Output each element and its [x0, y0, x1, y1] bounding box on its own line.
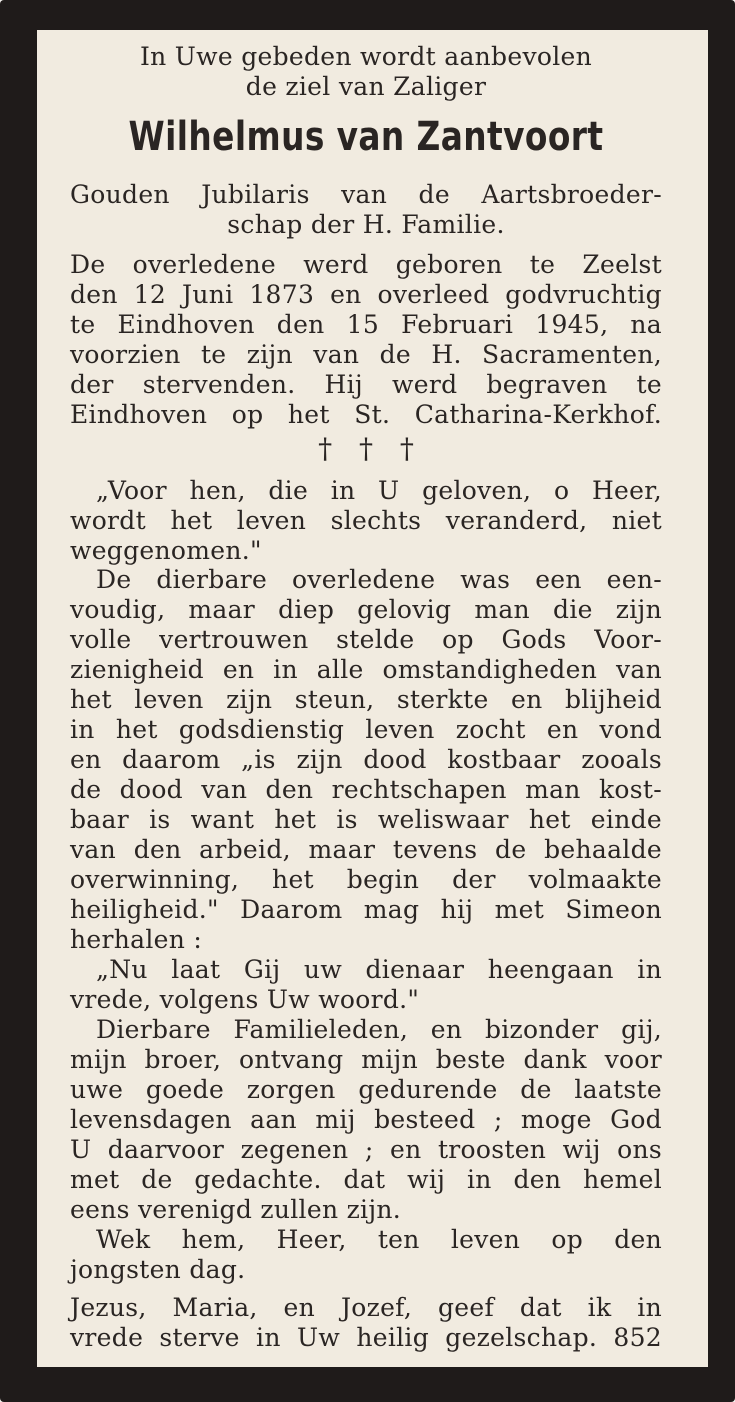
thanks-line: U daarvoor zegenen ; en troosten wij ons	[70, 1135, 662, 1164]
reflection-line: De dierbare overledene was een een-	[96, 565, 662, 594]
reflection-line: en daarom „is zijn dood kostbaar zooals	[70, 745, 662, 774]
reflection-line: heiligheid." Daarom mag hij met Simeon	[70, 895, 662, 924]
quote-line: „Voor hen, die in U geloven, o Heer,	[96, 476, 662, 505]
reflection-line: zienigheid en in alle omstandigheden van	[70, 655, 662, 684]
thanks-line: met de gedachte. dat wij in den hemel	[70, 1165, 662, 1194]
biography-line: te Eindhoven den 15 Februari 1945, na	[70, 310, 662, 339]
biography-line: den 12 Juni 1873 en overleed godvruchtig	[70, 280, 662, 309]
quote-line: weggenomen."	[70, 536, 262, 565]
intro-line: In Uwe gebeden wordt aanbevolen	[139, 42, 593, 71]
prayer-line: Jezus, Maria, en Jozef, geef dat ik in	[70, 1293, 662, 1322]
quote-line: vrede, volgens Uw woord."	[70, 985, 420, 1014]
biography-line: De overledene werd geboren te Zeelst	[70, 250, 662, 279]
reflection-line: overwinning, het begin der volmaakte	[70, 865, 662, 894]
prayer-line: jongsten dag.	[70, 1255, 246, 1284]
intro-line: de ziel van Zaliger	[245, 72, 487, 101]
reflection-line: baar is want het is weliswaar het einde	[70, 805, 662, 834]
three-crosses: † † †	[318, 432, 414, 465]
prayer-line: vrede sterve in Uw heilig gezelschap. 852	[70, 1323, 662, 1352]
deceased-name: Wilhelmus van Zantvoort	[128, 114, 604, 160]
quote-line: „Nu laat Gij uw dienaar heengaan in	[96, 955, 662, 984]
reflection-line: de dood van den rechtschapen man kost-	[70, 775, 662, 804]
reflection-line: volle vertrouwen stelde op Gods Voor-	[70, 625, 662, 654]
jubilee-line: schap der H. Familie.	[227, 210, 505, 239]
thanks-line: uwe goede zorgen gedurende de laatste	[70, 1075, 662, 1104]
reflection-line: herhalen :	[70, 925, 203, 954]
thanks-line: levensdagen aan mij besteed ; moge God	[70, 1105, 662, 1134]
reflection-line: het leven zijn steun, sterkte en blijheid	[70, 685, 662, 714]
quote-line: wordt het leven slechts veranderd, niet	[70, 506, 662, 535]
thanks-line: mijn broer, ontvang mijn beste dank voor	[70, 1045, 662, 1074]
thanks-line: Dierbare Familieleden, en bizonder gij,	[96, 1015, 662, 1044]
reflection-line: voudig, maar diep gelovig man die zijn	[70, 595, 662, 624]
biography-line: voorzien te zijn van de H. Sacramenten,	[70, 340, 662, 369]
jubilee-line: Gouden Jubilaris van de Aartsbroeder-	[70, 180, 662, 209]
biography-line: Eindhoven op het St. Catharina-Kerkhof.	[70, 400, 662, 429]
thanks-line: eens verenigd zullen zijn.	[70, 1195, 402, 1224]
reflection-line: van den arbeid, maar tevens de behaalde	[70, 835, 662, 864]
prayer-line: Wek hem, Heer, ten leven op den	[96, 1225, 662, 1254]
biography-line: der stervenden. Hij werd begraven te	[70, 370, 662, 399]
reflection-line: in het godsdienstig leven zocht en vond	[70, 715, 662, 744]
